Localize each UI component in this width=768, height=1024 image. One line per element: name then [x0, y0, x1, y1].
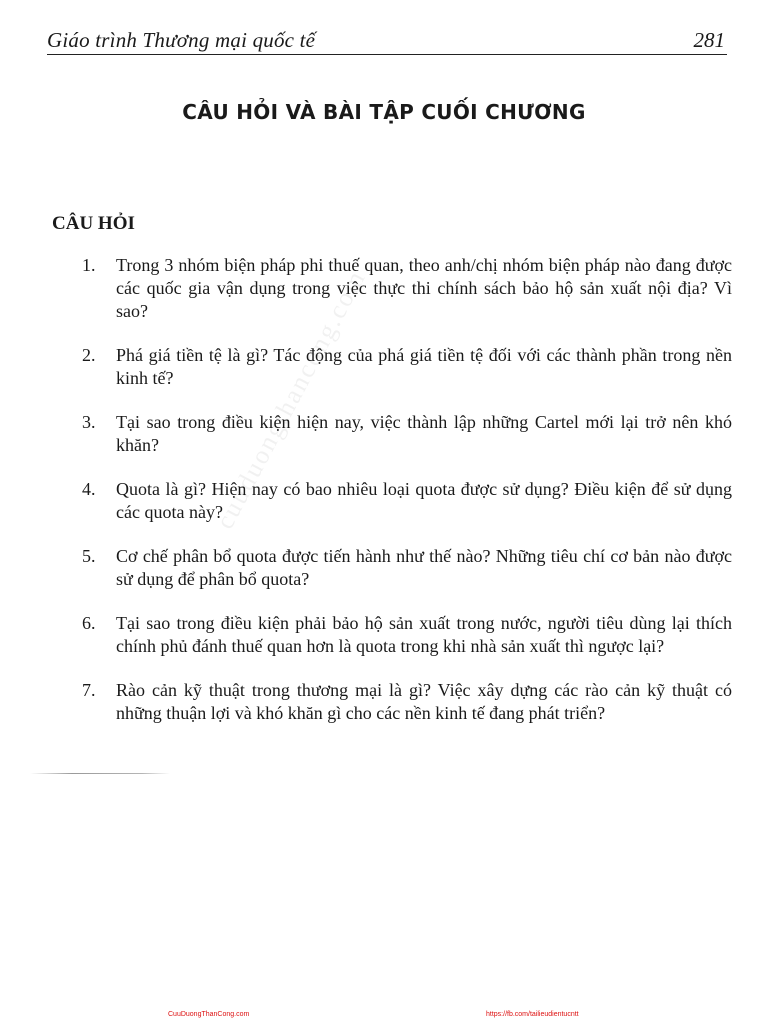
- question-text: Tại sao trong điều kiện hiện nay, việc thành lập những Cartel mới lại trở nên khó khăn?: [116, 412, 732, 455]
- question-number: 7.: [82, 680, 96, 700]
- question-number: 6.: [82, 613, 96, 633]
- question-item-5: [82, 545, 732, 591]
- page-header: [47, 26, 727, 55]
- question-item-2: [82, 344, 732, 390]
- question-number: 4.: [82, 479, 96, 499]
- question-number: 5.: [82, 546, 96, 566]
- footer-site-link[interactable]: CuuDuongThanCong.com: [168, 1011, 250, 1018]
- question-item-7: [82, 679, 732, 725]
- question-text: Tại sao trong điều kiện phải bảo hộ sản xuất trong nước, người tiêu dùng lại thích chính phủ đánh thuế quan hơn là quota trong khi nhà sản xuất thì ngược lại?: [116, 613, 732, 656]
- question-list: [82, 254, 732, 746]
- question-item-1: [82, 254, 732, 323]
- question-item-3: [82, 411, 732, 457]
- question-text: Rào cản kỹ thuật trong thương mại là gì? Việc xây dựng các rào cản kỹ thuật có những thuận lợi và khó khăn gì cho các nền kinh tế đang phát triển?: [116, 680, 732, 723]
- page-number: 281: [693, 28, 725, 52]
- question-number: 2.: [82, 345, 96, 365]
- question-text: Phá giá tiền tệ là gì? Tác động của phá giá tiền tệ đối với các thành phần trong nền kinh tế?: [116, 345, 732, 388]
- question-text: Cơ chế phân bổ quota được tiến hành như thế nào? Những tiêu chí cơ bản nào được sử dụng để phân bổ quota?: [116, 546, 732, 589]
- question-item-4: [82, 478, 732, 524]
- question-text: Quota là gì? Hiện nay có bao nhiêu loại quota được sử dụng? Điều kiện để sử dụng các quota này?: [116, 479, 732, 522]
- chapter-title: CÂU HỎI VÀ BÀI TẬP CUỐI CHƯƠNG: [182, 100, 586, 124]
- question-number: 1.: [82, 255, 96, 275]
- section-heading: CÂU HỎI: [52, 213, 135, 234]
- footer-facebook-link[interactable]: https://fb.com/tailieudientucntt: [486, 1011, 579, 1018]
- question-number: 3.: [82, 412, 96, 432]
- question-item-6: [82, 612, 732, 658]
- watermark: cuuduongthancong.com: [210, 264, 372, 534]
- book-title: Giáo trình Thương mại quốc tế: [47, 28, 316, 52]
- question-text: Trong 3 nhóm biện pháp phi thuế quan, theo anh/chị nhóm biện pháp nào đang được các quốc gia vận dụng trong việc thực thi chính sách bảo hộ sản xuất nội địa? Vì sao?: [116, 255, 732, 321]
- scan-artifact-line: [30, 773, 170, 774]
